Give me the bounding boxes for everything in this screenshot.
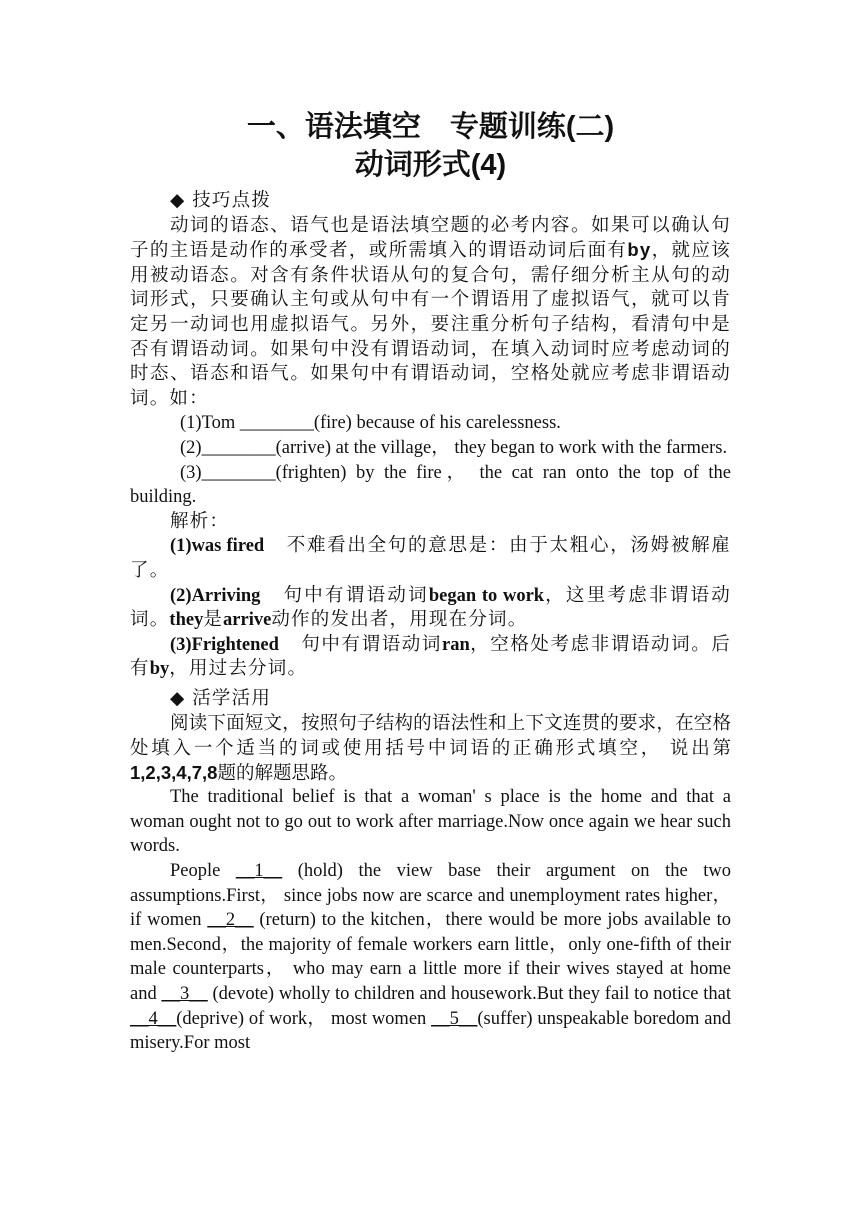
blank-3: __3__ (161, 984, 208, 1004)
example-1: (1)Tom ________(fire) because of his carelessness. (180, 413, 561, 434)
diamond-bullet-icon: ◆ (170, 189, 185, 210)
document-page (130, 108, 731, 1056)
blank-1: __1__ (235, 861, 283, 882)
section-heading-practice (130, 686, 731, 712)
title-line-1: 一、语法填空 专题训练(二) (246, 111, 615, 143)
analysis-label: 解析： (170, 510, 230, 532)
passage-paragraph-1: The traditional belief is that a woman' s place is the home and that a woman ought not to go out to work after marriage.Now once again we hear such words. (130, 787, 731, 857)
diamond-bullet-icon: ◆ (170, 686, 185, 708)
example-3: (3)________(frighten) by the fire， the cat ran onto the top of the building. (130, 462, 731, 508)
analysis-3: (3)Frightened 句中有谓语动词ran，空格处考虑非谓语动词。后有by，用过去分词。 (130, 633, 731, 680)
heading-label: 活学活用 (192, 687, 272, 709)
passage-paragraph-2: People __1__ (hold) the view base their argument on the two assumptions.First， since jobs now are scarce and unemployment rates higher，if women __2__ (return) to the kitchen，there would be more jobs available to men.Second，the majority of female workers earn little，only one-fifth of their male counterparts， who may earn a little more if their wives stayed at home and __3__ (devote) wholly to children and housework.But they fail to notice that __4__(deprive) of work， most women __5__(suffer) unspeakable boredom and misery.For most (130, 861, 732, 1054)
blank-2: __2__ (207, 910, 254, 931)
title-line-2: 动词形式(4) (354, 149, 507, 181)
intro-paragraph: 动词的语态、语气也是语法填空题的必考内容。如果可以确认句子的主语是动作的承受者，或所需填入的谓语动词后面有by，就应该用被动语态。对含有条件状语从句的复合句，需仔细分析主从句的动词形式，只要确认主句或从句中有一个谓语用了虚拟语气，就可以肯定另一动词也用虚拟语气。另外，要注重分析句子结构，看清句中是否有谓语动词。如果句中没有谓语动词，在填入动词时应考虑动词的时态、语态和语气。如果句中有谓语动词，空格处就应考虑非谓语动词。如： (130, 214, 731, 409)
heading-label: 技巧点拨 (192, 190, 272, 211)
analysis-2: (2)Arriving 句中有谓语动词began to work，这里考虑非谓语动词。they是arrive动作的发出者，用现在分词。 (130, 584, 732, 631)
instruction-paragraph: 阅读下面短文，按照句子结构的语法性和上下文连贯的要求，在空格处填入一个适当的词或使用括号中词语的正确形式填空， 说出第1,2,3,4,7,8题的解题思路。 (130, 712, 731, 783)
section-heading-skills (130, 188, 731, 214)
analysis-1: (1)was fired 不难看出全句的意思是：由于太粗心，汤姆被解雇了。 (130, 535, 731, 581)
blank-4: __4__ (130, 1008, 177, 1029)
blank-5: __5__ (431, 1008, 478, 1029)
example-2: (2)________(arrive) at the village， they began to work with the farmers. (180, 437, 728, 458)
